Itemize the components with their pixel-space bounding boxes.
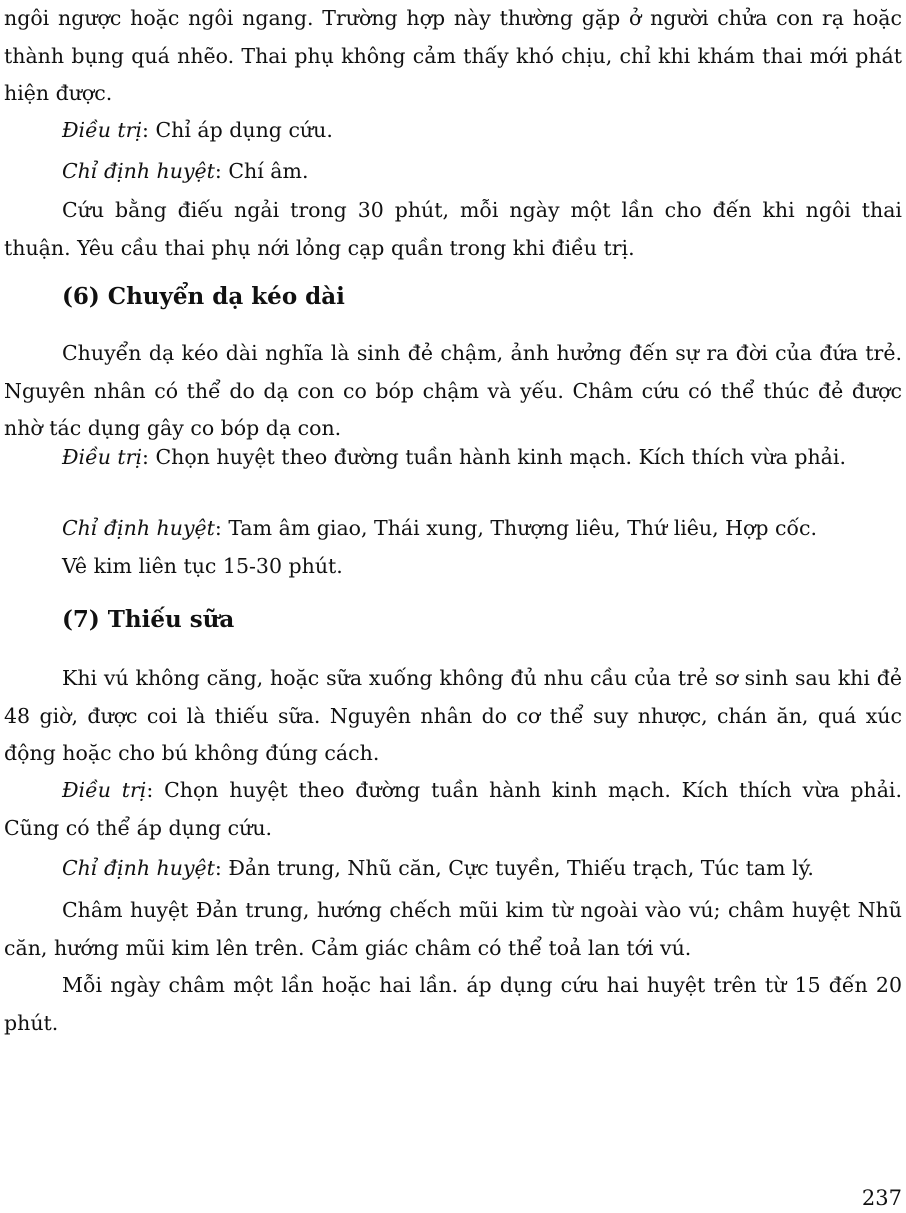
acupoints-text: : Đản trung, Nhũ căn, Cực tuyền, Thiếu trạch, Túc tam lý. xyxy=(214,856,814,880)
treatment-text: : Chỉ áp dụng cứu. xyxy=(142,118,333,142)
paragraph-treatment-6 xyxy=(4,439,902,477)
paragraph-needle-rotation: Vê kim liên tục 15-30 phút. xyxy=(62,554,343,578)
treatment-label: Điều trị xyxy=(62,778,147,802)
acupoints-label: Chỉ định huyệt xyxy=(62,159,215,183)
page-number: 237 xyxy=(861,1186,902,1210)
paragraph-moxibustion: Cứu bằng điếu ngải trong 30 phút, mỗi ngày một lần cho đến khi ngôi thai thuận. Yêu cầu thai phụ nới lỏng cạp quần trong khi điều trị. xyxy=(4,198,902,260)
section-heading-7: (7) Thiếu sữa xyxy=(62,606,235,633)
treatment-label: Điều trị xyxy=(62,445,143,469)
acupoints-label: Chỉ định huyệt xyxy=(62,856,215,880)
paragraph-acupoints-6 xyxy=(4,510,902,548)
paragraph-frequency: Mỗi ngày châm một lần hoặc hai lần. áp dụng cứu hai huyệt trên từ 15 đến 20 phút. xyxy=(4,973,902,1035)
section-heading-6: (6) Chuyển dạ kéo dài xyxy=(62,283,345,310)
paragraph-acupoints-7 xyxy=(4,850,902,888)
acupoints-label: Chỉ định huyệt xyxy=(62,516,215,540)
paragraph-treatment-7 xyxy=(4,772,902,847)
acupoints-text: : Tam âm giao, Thái xung, Thượng liêu, Thứ liêu, Hợp cốc. xyxy=(214,516,818,540)
paragraph-treatment xyxy=(4,112,902,150)
paragraph-low-milk: Khi vú không căng, hoặc sữa xuống không đủ nhu cầu của trẻ sơ sinh sau khi đẻ 48 giờ, được coi là thiếu sữa. Nguyên nhân do cơ thể suy nhược, chán ăn, quá xúc động hoặc cho bú không đúng cách. xyxy=(4,666,902,765)
paragraph-prolonged-labor: Chuyển dạ kéo dài nghĩa là sinh đẻ chậm, ảnh hưởng đến sự ra đời của đứa trẻ. Nguyên nhân có thể do dạ con co bóp chậm và yếu. Châm cứu có thể thúc đẻ được nhờ tác dụng gây co bóp dạ con. xyxy=(4,341,902,440)
treatment-label: Điều trị xyxy=(62,118,143,142)
paragraph-intro: ngôi ngược hoặc ngôi ngang. Trường hợp này thường gặp ở người chửa con rạ hoặc thành bụng quá nhẽo. Thai phụ không cảm thấy khó chịu, chỉ khi khám thai mới phát hiện được. xyxy=(4,6,902,105)
treatment-text: : Chọn huyệt theo đường tuần hành kinh mạch. Kích thích vừa phải. xyxy=(142,445,846,469)
paragraph-needling: Châm huyệt Đản trung, hướng chếch mũi kim từ ngoài vào vú; châm huyệt Nhũ căn, hướng mũi kim lên trên. Cảm giác châm có thể toả lan tới vú. xyxy=(4,898,902,960)
acupoints-text: : Chí âm. xyxy=(214,159,309,183)
treatment-text: : Chọn huyệt theo đường tuần hành kinh mạch. Kích thích vừa phải. Cũng có thể áp dụng cứu. xyxy=(4,778,902,840)
paragraph-acupoints xyxy=(4,153,902,191)
